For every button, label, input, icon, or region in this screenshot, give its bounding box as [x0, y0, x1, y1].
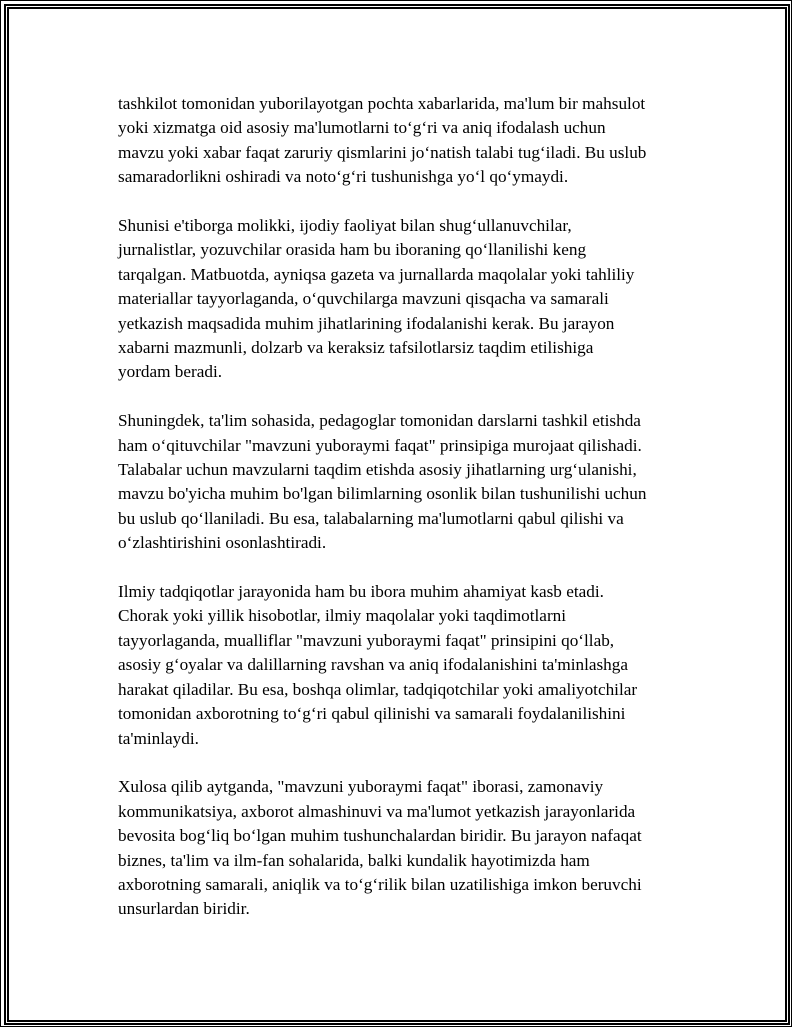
paragraph-5: Xulosa qilib aytganda, "mavzuni yuboraymi faqat" iborasi, zamonaviy kommunikatsiya, axborot almashinuvi va ma'lumot yetkazish jarayonlarida bevosita bog‘liq bo‘lgan muhim tushunchalardan biridir. Bu jarayon nafaqat biznes, ta'lim va ilm-fan sohalarida, balki kundalik hayotimizda ham axborotning samarali, aniqlik va to‘g‘rilik bilan uzatilishiga imkon beruvchi unsurlardan biridir.	[118, 777, 642, 919]
document-body	[118, 92, 698, 946]
paragraph-3: Shuningdek, ta'lim sohasida, pedagoglar tomonidan darslarni tashkil etishda ham o‘qituvchilar "mavzuni yuboraymi faqat" prinsipiga murojaat qilishadi. Talabalar uchun mavzularni taqdim etishda asosiy jihatlarning urg‘ulanishi, mavzu bo'yicha muhim bo'lgan bilimlarning osonlik bilan tushunilishi uchun bu uslub qo‘llaniladi. Bu esa, talabalarning ma'lumotlarni qabul qilishi va o‘zlashtirishini osonlashtiradi.	[118, 411, 647, 553]
paragraph-2: Shunisi e'tiborga molikki, ijodiy faoliyat bilan shug‘ullanuvchilar, jurnalistlar, yozuvchilar orasida ham bu iboraning qo‘llanilishi keng tarqalgan. Matbuotda, ayniqsa gazeta va jurnallarda maqolalar yoki tahliliy materiallar tayyorlaganda, o‘quvchilarga mavzuni qisqacha va samarali yetkazish maqsadida muhim jihatlarining ifodalanishi kerak. Bu jarayon xabarni mazmunli, dolzarb va keraksiz tafsilotlarsiz taqdim etilishiga yordam beradi.	[118, 216, 635, 382]
paragraph-4: Ilmiy tadqiqotlar jarayonida ham bu ibora muhim ahamiyat kasb etadi. Chorak yoki yillik hisobotlar, ilmiy maqolalar yoki taqdimotlarni tayyorlaganda, mualliflar "mavzuni yuboraymi faqat" prinsipini qo‘llab, asosiy g‘oyalar va dalillarning ravshan va aniq ifodalanishini ta'minlashga harakat qiladilar. Bu esa, boshqa olimlar, tadqiqotchilar yoki amaliyotchilar tomonidan axborotning to‘g‘ri qabul qilinishi va samarali foydalanilishini ta'minlaydi.	[118, 582, 638, 748]
paragraph-1: tashkilot tomonidan yuborilayotgan pochta xabarlarida, ma'lum bir mahsulot yoki xizmatga oid asosiy ma'lumotlarni to‘g‘ri va aniq ifodalash uchun mavzu yoki xabar faqat zaruriy qismlarini jo‘natish talabi tug‘iladi. Bu uslub samaradorlikni oshiradi va noto‘g‘ri tushunishga yo‘l qo‘ymaydi.	[118, 94, 647, 187]
